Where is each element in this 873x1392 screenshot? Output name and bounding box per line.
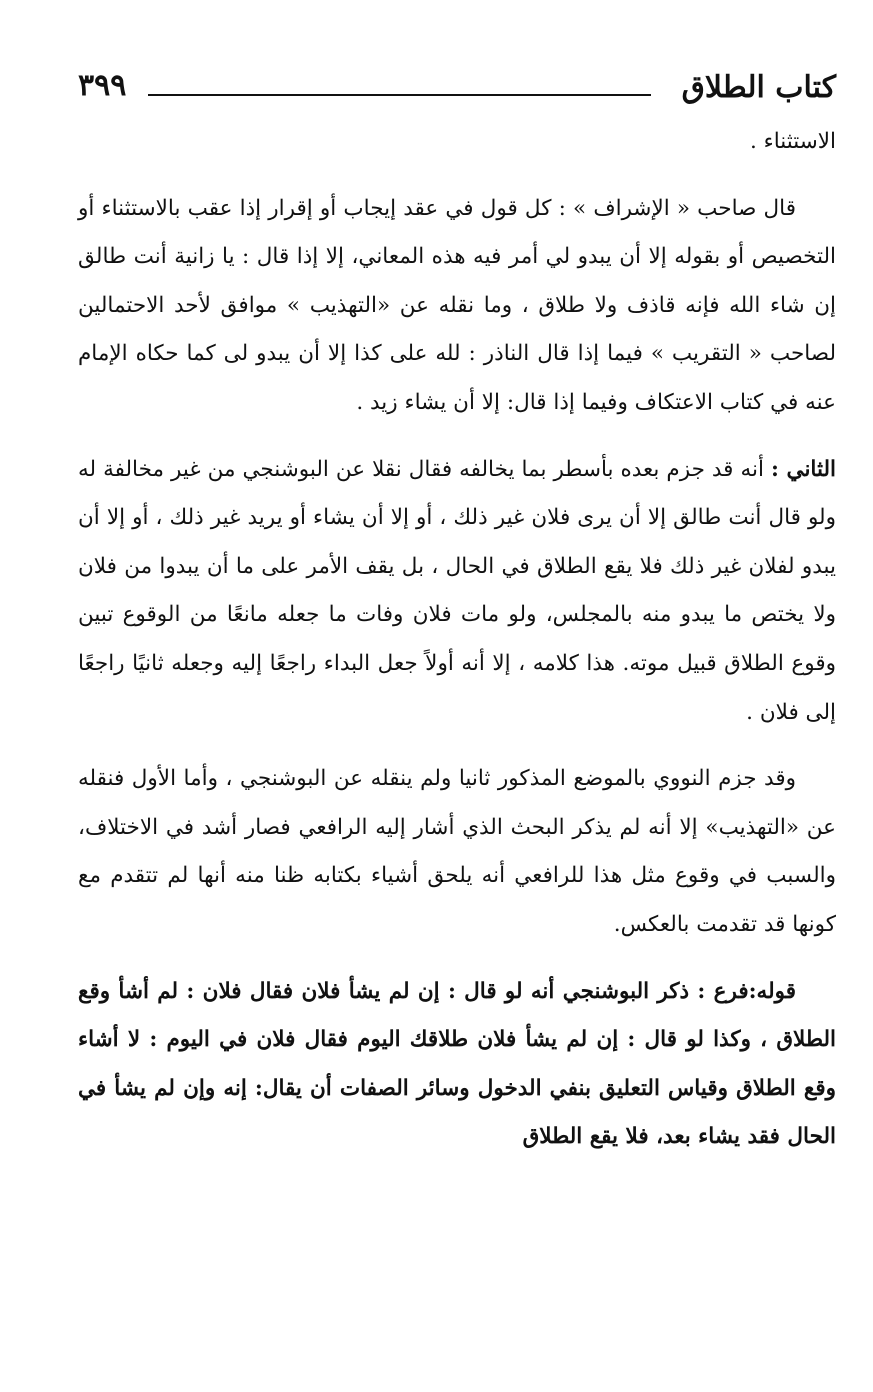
header-rule bbox=[148, 94, 651, 96]
paragraph-gap bbox=[78, 950, 836, 968]
paragraph-4: قوله:فرع : ذكر البوشنجي أنه لو قال : إن لم يشأ فلان فقال فلان : لم أشأ وقع الطلاق ، وكذا لو قال : إن لم يشأ فلان طلاقك اليوم فقال فلان في اليوم : لا أشاء وقع الطلاق وقياس التعليق بنفي الدخول وسائر الصفات أن يقال: إنه وإن لم يشأ في الحال فقد يشاء بعد، فلا يقع الطلاق bbox=[78, 978, 836, 1150]
paragraph-0: الاستثناء . bbox=[749, 129, 836, 154]
chapter-title: كتاب الطلاق bbox=[681, 70, 836, 105]
paragraph-2-text: أنه قد جزم بعده بأسطر بما يخالفه فقال نقلا عن البوشنجي من غير مخالفة له ولو قال أنت طالق إلا أن يرى فلان غير ذلك ، أو إلا أن يشاء أو يريد غير ذلك ، أو إلا أن يبدو لفلان غير ذلك فلا يقع الطلاق في الحال ، بل يقف الأمر على ما أن يبدوا من فلان ولا يختص ما يبدو منه بالمجلس، ولو مات فلان وفات ما جعله مانعًا من الوقوع تبين وقوع الطلاق قبيل موته. هذا كلامه ، إلا أنه أولاً جعل البداء راجعًا إليه وجعله ثانيًا راجعًا إلى فلان . bbox=[78, 456, 836, 725]
paragraph-2-label: الثاني : bbox=[770, 456, 836, 482]
paragraph-3: وقد جزم النووي بالموضع المذكور ثانيا ولم ينقله عن البوشنجي ، وأما الأول فنقله عن «التهذيب» إلا أنه لم يذكر البحث الذي أشار إليه الرافعي فصار أشد في الاختلاف، والسبب في وقوع مثل هذا للرافعي أنه يلحق أشياء بكتابه ظنا منه أنها لم تتقدم مع كونها قد تقدمت بالعكس. bbox=[78, 766, 836, 937]
book-page bbox=[78, 62, 836, 1162]
paragraph-gap bbox=[78, 428, 836, 446]
page-body bbox=[78, 118, 836, 1162]
page-header bbox=[78, 62, 836, 118]
paragraph-2 bbox=[78, 446, 836, 738]
paragraph-gap bbox=[78, 737, 836, 755]
paragraph-gap bbox=[78, 167, 836, 185]
paragraph-1: قال صاحب « الإشراف » : كل قول في عقد إيجاب أو إقرار إذا عقب بالاستثناء أو التخصيص أو بقوله إلا أن يبدو لي أمر فيه هذه المعاني، إلا إذا قال : يا زانية أنت طالق إن شاء الله فإنه قاذف ولا طلاق ، وما نقله عن «التهذيب » موافق لأحد الاحتمالين لصاحب « التقريب » فيما إذا قال الناذر : لله على كذا إلا أن يبدو لى كما حكاه الإمام عنه في كتاب الاعتكاف وفيما إذا قال: إلا أن يشاء زيد . bbox=[78, 195, 836, 415]
page-number: ٣٩٩ bbox=[78, 68, 127, 103]
